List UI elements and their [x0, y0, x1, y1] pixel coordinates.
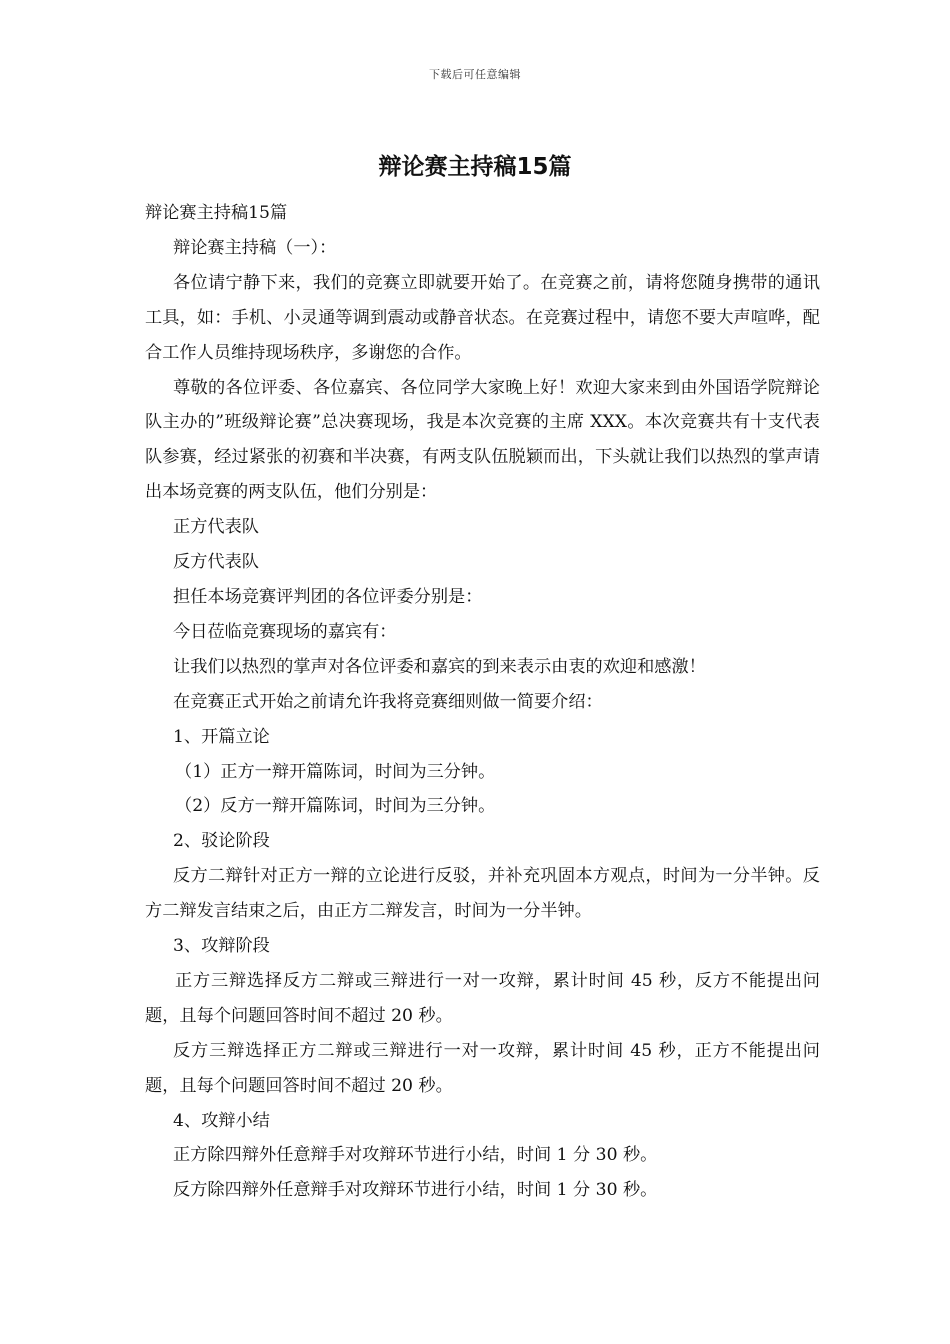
paragraph: 今日莅临竞赛现场的嘉宾有：: [173, 621, 397, 642]
paragraph: 担任本场竞赛评判团的各位评委分别是：: [173, 586, 483, 607]
header-note: 下载后可任意编辑: [429, 68, 521, 81]
paragraph: 反方代表队: [173, 552, 259, 573]
document-body: [145, 196, 820, 1208]
paragraph: 各位请宁静下来，我们的竞赛立即就要开始了。在竞赛之前，请将您随身携带的通讯工具，如：手机、小灵通等调到震动或静音状态。在竞赛过程中，请您不要大声喧哗，配合工作人员维持现场秩序，多谢您的合作。: [145, 272, 820, 363]
document-subtitle: 辩论赛主持稿15篇: [145, 203, 288, 223]
section-heading: 2、驳论阶段: [173, 831, 270, 852]
document-title: 辩论赛主持稿15篇: [378, 154, 572, 180]
section-heading: 4、攻辩小结: [173, 1110, 270, 1131]
list-item: （1）正方一辩开篇陈词，时间为三分钟。: [175, 761, 496, 782]
paragraph: 反方二辩针对正方一辩的立论进行反驳，并补充巩固本方观点，时间为一分半钟。反方二辩发言结束之后，由正方二辩发言，时间为一分半钟。: [145, 866, 820, 922]
paragraph: 尊敬的各位评委、各位嘉宾、各位同学大家晚上好！欢迎大家来到由外国语学院辩论队主办的”班级辩论赛”总决赛现场，我是本次竞赛的主席 XXX。本次竞赛共有十支代表队参赛，经过紧张的初赛和半决赛，有两支队伍脱颖而出，下头就让我们以热烈的掌声请出本场竞赛的两支队伍，他们分别是：: [145, 377, 820, 503]
list-item: （2）反方一辩开篇陈词，时间为三分钟。: [175, 796, 496, 817]
paragraph: 反方除四辩外任意辩手对攻辩环节进行小结，时间 1 分 30 秒。: [173, 1180, 658, 1201]
section-heading: 3、攻辩阶段: [173, 936, 270, 957]
paragraph: 让我们以热烈的掌声对各位评委和嘉宾的到来表示由衷的欢迎和感激！: [173, 656, 706, 677]
paragraph: 反方三辩选择正方二辩或三辩进行一对一攻辩，累计时间 45 秒，正方不能提出问题，且每个问题回答时间不超过 20 秒。: [145, 1040, 820, 1096]
section-heading: 1、开篇立论: [173, 726, 270, 747]
paragraph: 正方三辩选择反方二辩或三辩进行一对一攻辩，累计时间 45 秒，反方不能提出问题，且每个问题回答时间不超过 20 秒。: [145, 970, 820, 1026]
paragraph: 在竞赛正式开始之前请允许我将竞赛细则做一简要介绍：: [173, 691, 603, 712]
paragraph: 正方除四辩外任意辩手对攻辩环节进行小结，时间 1 分 30 秒。: [173, 1145, 658, 1166]
paragraph: 正方代表队: [173, 517, 259, 538]
paragraph: 辩论赛主持稿（一）：: [173, 237, 337, 258]
